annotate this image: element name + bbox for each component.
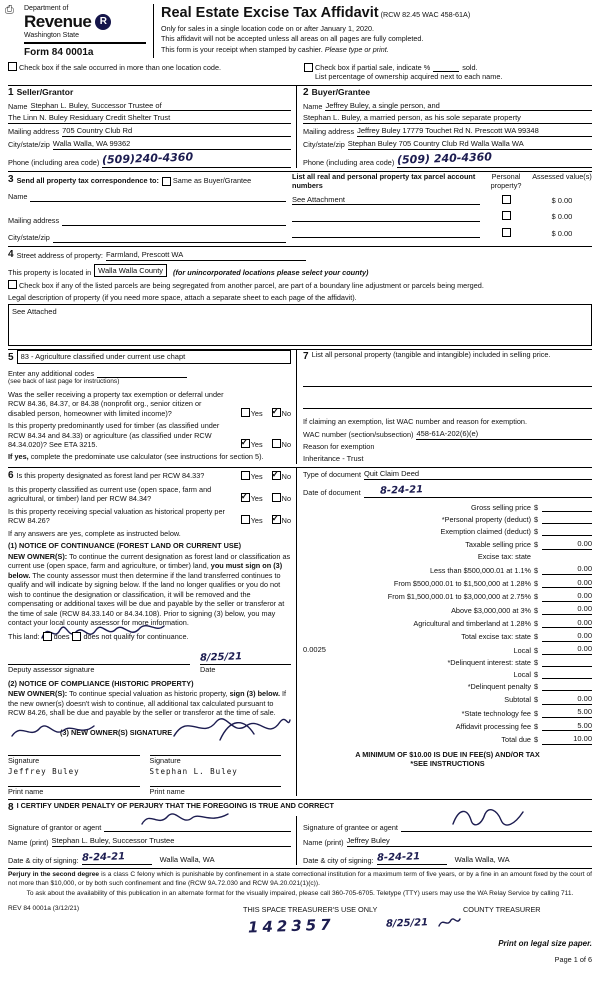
tax-amount-value: 0.00 [542, 591, 592, 602]
additional-codes-field[interactable] [97, 368, 187, 378]
s6-q2-yes-checkbox[interactable] [241, 493, 250, 502]
reason-label: Reason for exemption [303, 441, 375, 451]
section-2-number: 2 [303, 86, 309, 98]
buyer-mailing-label: Mailing address [303, 127, 355, 137]
s6-q1-answers [234, 471, 291, 481]
form-number: Form 84 0001a [24, 47, 94, 59]
tax-amount-field[interactable] [542, 511, 592, 512]
parcel-account-field[interactable] [292, 212, 480, 222]
located-in-label: This property is located in [8, 267, 92, 277]
parcel-assessed-value: 0.00 [557, 212, 573, 222]
logo-rule [24, 42, 146, 44]
tax-amount-value: 0.00 [542, 694, 592, 705]
buyer-phone-value: (509) 240-4360 [397, 150, 493, 168]
grantor-city-value: Walla Walla, WA [159, 855, 215, 865]
treasurer-footer [8, 905, 592, 969]
s5-q1-yes-checkbox[interactable] [241, 408, 250, 417]
grantee-date-label: Date & city of signing: [303, 855, 374, 865]
seller-name-field[interactable]: Stephan L. Buley, Successor Trustee of [30, 101, 291, 112]
tax-amount-value: 0.00 [542, 644, 592, 655]
section-1-title: Seller/Grantor [16, 86, 74, 97]
parcel-personal-checkbox[interactable] [502, 211, 511, 220]
no-label: No [281, 472, 291, 482]
tax-row-gross: Gross selling price $ [303, 503, 592, 512]
tax-row-taxable: Taxable selling price $ 0.00 [465, 538, 592, 550]
grantor-name-label: Name (print) [8, 837, 49, 847]
header-note-3 [161, 45, 592, 54]
section-6 [8, 468, 296, 796]
no-label: No [281, 408, 291, 418]
s6-q3-yes-checkbox[interactable] [241, 515, 250, 524]
notice-1-seg1: To continue the current designation as forest land or classification as current use (open space, farm and agriculture, or timber) land, [8, 551, 291, 571]
parcel-account-field[interactable] [292, 228, 480, 238]
tax-row-tier4: Above $3,000,000 at 3% $ 0.00 [451, 604, 592, 615]
partial-sale-label: Check box if partial sale, indicate % [315, 62, 431, 72]
page-title: Real Estate Excise Tax Affidavit [161, 5, 379, 21]
grantee-name-field[interactable]: Jeffrey Buley [347, 836, 592, 847]
parcel-personal-checkbox[interactable] [502, 228, 511, 237]
tax-amount-value: 0.00 [542, 604, 592, 615]
buyer-city-label: City/state/zip [303, 140, 345, 150]
new-owner-1-print-name[interactable]: Jeffrey Buley [8, 767, 80, 777]
top-checkbox-row [8, 62, 592, 81]
divider [8, 246, 592, 247]
s5-q1-answers [234, 408, 291, 418]
section-4-number: 4 [8, 248, 14, 260]
parcel-table-header [292, 172, 592, 191]
treasurer-stamp-number: 142357 [247, 915, 335, 937]
county-treasurer-label: COUNTY TREASURER [463, 904, 541, 914]
tax-amount-value: 0.00 [542, 578, 592, 589]
grantor-date-value: 8-24-21 [81, 851, 125, 864]
form-header [24, 4, 592, 59]
no-label: No [281, 494, 291, 504]
same-as-buyer-checkbox[interactable] [162, 177, 171, 186]
signature-label: Signature [149, 755, 181, 765]
divider [8, 868, 592, 869]
print-name-label: Print name [149, 786, 185, 796]
notice-2-seg2: sign (3) below. [229, 689, 280, 699]
s6-q3-answers [234, 515, 291, 525]
washington-state-label: Washington State [24, 32, 79, 40]
see-instructions-note: *SEE INSTRUCTIONS [410, 759, 485, 769]
section-8-number: 8 [8, 802, 14, 814]
dor-logo-icon [95, 14, 111, 30]
codes-note: (see back of last page for instructions) [8, 378, 120, 386]
section-1-number: 1 [8, 86, 14, 98]
use-code-select[interactable]: 83 - Agriculture classified under current use chapt [17, 350, 291, 364]
header-note-3-text: This form is your receipt when stamped by cashier. [161, 44, 323, 54]
corr-name-field[interactable] [30, 192, 286, 202]
partial-sale-checkbox[interactable] [304, 63, 313, 72]
grantee-date-value: 8-24-21 [376, 851, 420, 864]
s5-q2-no-checkbox[interactable] [272, 439, 281, 448]
tax-amount-value: 0.00 [542, 631, 592, 642]
legal-description-box[interactable] [8, 304, 592, 346]
parcel-col-assessed: Assessed value(s) [532, 171, 592, 181]
buyer-phone-field[interactable] [397, 152, 592, 167]
signature-label: Signature [8, 755, 40, 765]
yes-label: Yes [250, 494, 263, 504]
multi-location-label: Check box if the sale occurred in more than one location code. [19, 63, 222, 73]
street-address-field[interactable]: Farmland, Prescott WA [106, 250, 306, 261]
tax-amount-field[interactable] [542, 535, 592, 536]
grantor-date-label: Date & city of signing: [8, 855, 79, 865]
assessor-date-label: Date [200, 665, 216, 675]
partial-sale-percent-field[interactable] [433, 62, 459, 72]
seller-mailing-field[interactable]: 705 Country Club Rd [62, 126, 291, 137]
parcel-col-personal: Personal property? [490, 171, 522, 191]
buyer-name-field-2[interactable]: Stephan L. Buley, a married person, as his sole separate property [303, 113, 592, 124]
section-7 [296, 350, 592, 463]
reason-value[interactable]: Inheritance - Trust [303, 454, 364, 464]
assessor-date-line[interactable] [200, 651, 291, 665]
this-land-label: This land: [8, 631, 40, 641]
grantee-name-label: Name (print) [303, 837, 344, 847]
print-icon[interactable]: ⎙ [5, 4, 14, 16]
new-owner-2-signature-line[interactable] [150, 746, 282, 756]
print-name-label: Print name [8, 786, 44, 796]
tax-amount-value: 0.00 [542, 618, 592, 629]
tax-row-delinquent-state: *Delinquent interest: state $ [303, 658, 592, 667]
tax-row-processing-fee: Affidavit processing fee $ 5.00 [455, 720, 592, 731]
section-3-title: Send all property tax correspondence to: [16, 176, 159, 186]
parcel-col-accounts: List all real and personal property tax parcel account numbers [292, 171, 476, 191]
notice-3-title: (3) NEW OWNER(S) SIGNATURE [60, 727, 173, 737]
tax-row-agricultural: Agricultural and timberland at 1.28% $ 0.00 [413, 617, 592, 628]
section-5-number: 5 [8, 351, 14, 363]
tax-row-subtotal: Subtotal $ 0.00 [504, 693, 592, 705]
section-certify [8, 801, 592, 865]
new-owner-2-column [150, 746, 292, 797]
total-due-value: 10.00 [542, 734, 592, 745]
notice-2-seg3: If the new owner(s) doesn't wish to continue, all additional tax calculated pursuant to RCW 84.26, shall be due and payable by the seller or transferor at the time of sale. [8, 689, 287, 718]
land-does-not-checkbox[interactable] [72, 632, 81, 641]
seller-city-field[interactable]: Walla Walla, WA 99362 [53, 139, 291, 150]
s5-note-bold: If yes, [8, 451, 29, 461]
multi-location-check-group [8, 62, 296, 81]
header-note-2: This affidavit will not be accepted unless all areas on all pages are fully completed. [161, 34, 424, 44]
parcel-row [292, 195, 592, 206]
section-property [8, 248, 592, 347]
section-buyer [296, 86, 592, 168]
legal-size-note: Print on legal size paper. [498, 938, 592, 948]
legal-description-label: Legal description of property (if you need more space, attach a separate sheet to each page of the affidavit). [8, 292, 357, 302]
no-label: No [281, 516, 291, 526]
revenue-wordmark: Revenue [24, 12, 92, 32]
page-number: Page 1 of 6 [554, 954, 592, 964]
yes-label: Yes [250, 440, 263, 450]
s5-q1-no-checkbox[interactable] [272, 408, 281, 417]
tax-amount-value: 5.00 [542, 707, 592, 718]
grantee-signature-label: Signature of grantee or agent [303, 822, 398, 832]
same-as-buyer-label: Same as Buyer/Grantee [172, 176, 252, 186]
tax-row-total-state: Total excise tax: state $ 0.00 [461, 630, 592, 642]
tax-row-penalty: *Delinquent penalty $ [303, 682, 592, 691]
title-block [161, 4, 592, 59]
section-7-title: List all personal property (tangible and intangible) included in selling price. [311, 350, 551, 360]
section-2-title: Buyer/Grantee [311, 86, 371, 97]
s6-q2-answers [234, 493, 291, 503]
s6-q2-no-checkbox[interactable] [272, 493, 281, 502]
tax-row-tier3: From $1,500,000.01 to $3,000,000 at 2.75% $ 0.00 [387, 590, 592, 602]
s6-q1-yes-checkbox[interactable] [241, 471, 250, 480]
partial-sale-check-group [296, 62, 592, 81]
land-does-checkbox[interactable] [43, 632, 52, 641]
new-owner-signature-columns [8, 746, 291, 797]
new-owner-1-print-line [8, 777, 140, 787]
doc-type-label: Type of document [303, 470, 362, 480]
s5-q1-text: Was the seller receiving a property tax exemption or deferral under RCW 84.36, 84.37, or 84.38 (nonprofit org., senior citizen or disabled person, homeowner with limited income)? [8, 389, 224, 418]
header-note-1: Only for sales in a single location code on or after January 1, 2020. [161, 23, 374, 33]
yes-label: Yes [250, 472, 263, 482]
corr-city-label: City/state/zip [8, 233, 50, 243]
seller-mailing-label: Mailing address [8, 127, 60, 137]
certify-title: I CERTIFY UNDER PENALTY OF PERJURY THAT THE FOREGOING IS TRUE AND CORRECT [16, 801, 334, 811]
perjury-text: is a class C felony which is punishable by confinement in a state correctional institution for a maximum term of five years, or by a fine in an amount fixed by the court of not more than $10,000, or by both such confinement and fine (RCW 9A.72.030 and RCW 9A.20.021(1)(c)). [8, 871, 592, 887]
dept-of-label: Department of [24, 5, 69, 12]
s6-q3-text: Is this property receiving special valuation as historical property per RCW 84.26? [8, 506, 225, 526]
s5-q2-yes-checkbox[interactable] [241, 439, 250, 448]
corr-city-field[interactable] [53, 233, 286, 243]
currency-sign: $ [551, 195, 556, 205]
new-owners-bold: NEW OWNER(S): [8, 689, 68, 699]
tax-row-personal: *Personal property (deduct) $ [303, 515, 592, 524]
parcel-row [292, 228, 592, 238]
wac-number-field[interactable]: 458-61A-202(6)(e) [416, 429, 592, 440]
additional-codes-label: Enter any additional codes [8, 368, 94, 378]
buyer-name-field[interactable]: Jeffrey Buley, a single person, and [325, 101, 592, 112]
tax-amount-value: 0.00 [542, 539, 592, 550]
treasurer-space-label: THIS SPACE TREASURER'S USE ONLY [243, 904, 378, 914]
minimum-due-note: A MINIMUM OF $10.00 IS DUE IN FEE(S) AND/OR TAX [355, 749, 540, 759]
parcel-table [292, 172, 592, 243]
notice-2-seg1: To continue special valuation as historic property, [69, 689, 228, 699]
correspondence-parcels-row [8, 172, 592, 243]
s5-q2-answers [234, 439, 291, 449]
notice-1-seg2: you must sign on (3) below. [8, 561, 283, 580]
notice-2-body [8, 689, 291, 717]
section-6-number: 6 [8, 469, 14, 481]
exemption-note: If claiming an exemption, list WAC number and reason for exemption. [303, 417, 528, 427]
doc-type-field[interactable]: Quit Claim Deed [364, 469, 592, 480]
section5-7-row [8, 350, 592, 463]
section-7-number: 7 [303, 351, 309, 363]
grantor-date-field[interactable] [82, 851, 152, 865]
treasurer-initials-scribble [436, 915, 462, 931]
notice-1-seg3: The county assessor must then determine if the land transferred continues to qualify and will indicate by signing below. If the land no longer qualifies or you do not wish to continue the designation or classification, it will be removed and the compensating or additional taxes will be due and payable by the seller or transferor at the time of sale (RCW 84.33.140 or 84.34.108). Prior to signing (3) below, you may contact your local county assessor for more information. [8, 570, 285, 628]
s5-q2-text: Is this property predominantly used for timber (as classified under RCW 84.34 and 84.33) or agriculture (as classified under RCW 84.34.020)? See ETA 3215. [8, 421, 220, 450]
rev-number: REV 84 0001a (3/12/21) [8, 904, 80, 912]
seller-phone-field[interactable] [102, 152, 291, 167]
tax-panel [296, 468, 592, 796]
section-seller [8, 86, 296, 168]
personal-property-field-2[interactable] [303, 399, 592, 409]
legal-description-value: See Attached [12, 307, 57, 317]
header-note-3-em: Please type or print. [324, 44, 389, 54]
grantor-name-field[interactable]: Stephan L. Buley, Successor Trustee [52, 836, 291, 847]
tax-amount-field[interactable] [542, 690, 592, 691]
s6-q1-text: Is this property designated as forest land per RCW 84.33? [16, 470, 205, 480]
notice-2-title: (2) NOTICE OF COMPLIANCE (HISTORIC PROPERTY) [8, 678, 194, 688]
grantor-signature-label: Signature of grantor or agent [8, 822, 102, 832]
seller-buyer-row [8, 86, 592, 168]
s6-q3-no-checkbox[interactable] [272, 515, 281, 524]
seller-city-label: City/state/zip [8, 140, 50, 150]
seller-name-label: Name [8, 101, 28, 111]
seller-phone-value: (509)240-4360 [102, 150, 194, 167]
county-note: (for unincorporated locations please select your county) [173, 267, 369, 277]
does-not-label: does not qualify for continuance. [83, 631, 189, 641]
parcel-account-field[interactable]: See Attachment [292, 195, 480, 206]
tax-amount-field[interactable] [542, 666, 592, 667]
notice-1-title: (1) NOTICE OF CONTINUANCE (FOREST LAND OR CURRENT USE) [8, 541, 242, 551]
yes-label: Yes [250, 408, 263, 418]
does-label: does [53, 631, 70, 641]
s5-note-rest: complete the predominate use calculator (see instructions for section 5). [30, 451, 264, 461]
s6-any-note: If any answers are yes, complete as instructed below. [8, 528, 181, 538]
yes-label: Yes [250, 516, 263, 526]
no-label: No [281, 440, 291, 450]
tax-amount-field[interactable] [542, 678, 592, 679]
tax-amount-value: 5.00 [542, 721, 592, 732]
section-correspondence [8, 172, 292, 243]
doc-date-value: 8-24-21 [379, 483, 423, 497]
tax-amount-value: 0.00 [542, 564, 592, 575]
new-owner-signature-area [8, 718, 291, 744]
tax-row-delinquent-local: Local $ [303, 670, 592, 679]
header-divider [153, 4, 154, 58]
s5-note [8, 452, 291, 461]
county-select[interactable]: Walla Walla County [94, 264, 167, 278]
section6-tax-row [8, 468, 592, 796]
corr-mailing-field[interactable] [62, 216, 286, 226]
grantor-signature-line[interactable] [104, 822, 291, 832]
wac-number-label: WAC number (section/subsection) [303, 430, 414, 440]
s6-q2-text: Is this property classified as current use (open space, farm and agricultural, or timber) land per RCW 84.34? [8, 484, 212, 504]
tax-amount-field[interactable] [542, 523, 592, 524]
segregated-label: Check box if any of the listed parcels are being segregated from another parcel, are part of a boundary line adjustment or parcels being merged. [19, 281, 484, 291]
doc-date-label: Date of document [303, 488, 361, 498]
divider [8, 799, 592, 800]
tax-row-tier2: From $500,000.01 to $1,500,000 at 1.28% $ 0.00 [393, 577, 592, 588]
seller-name-field-2[interactable]: The Linn N. Buley Residuary Credit Shelter Trust [8, 113, 291, 124]
grantee-date-field[interactable] [377, 851, 447, 865]
tax-row-total-due: Total due $ 10.00 [501, 733, 592, 745]
doc-date-field[interactable] [364, 484, 592, 498]
tax-row-excise-header: Excise tax: state [477, 552, 531, 562]
new-owner-2-print-line [150, 777, 282, 787]
tax-row-tier1: Less than $500,000.01 at 1.1% $ 0.00 [429, 564, 592, 575]
street-address-label: Street address of property: [16, 251, 103, 261]
corr-mailing-label: Mailing address [8, 216, 60, 226]
tax-row-exemption: Exemption claimed (deduct) $ [303, 527, 592, 536]
notice-1-body [8, 552, 291, 628]
parcel-row [292, 211, 592, 221]
grantor-certify-column [8, 816, 296, 865]
section-3-number: 3 [8, 173, 14, 185]
partial-sale-label-sold: sold. [462, 62, 478, 72]
s6-q1-no-checkbox[interactable] [272, 471, 281, 480]
multi-location-checkbox[interactable] [8, 62, 17, 71]
personal-property-field[interactable] [303, 377, 592, 387]
continuance-area [8, 632, 291, 675]
grantee-signature-line[interactable] [401, 822, 592, 832]
parcel-assessed-value: 0.00 [557, 195, 573, 205]
dor-logo-letter: R [99, 16, 107, 28]
parcel-personal-checkbox[interactable] [502, 195, 511, 204]
buyer-name-label: Name [303, 101, 323, 111]
parcel-assessed-value: 0.00 [557, 228, 573, 238]
corr-name-label: Name [8, 192, 28, 202]
title-rcw: (RCW 82.45 WAC 458-61A) [380, 10, 471, 19]
deputy-signature-label: Deputy assessor signature [8, 665, 95, 675]
dor-logo-block [24, 4, 146, 59]
new-owner-2-print-name[interactable]: Stephan L. Buley [149, 767, 238, 777]
new-owners-bold: NEW OWNER(S): [8, 551, 68, 561]
deputy-signature-line[interactable] [8, 655, 190, 665]
grantee-city-value: Walla Walla, WA [454, 855, 510, 865]
grantee-certify-column [296, 816, 592, 865]
seller-phone-label: Phone (including area code) [8, 158, 100, 168]
tax-row-local: 0.0025 Local $ 0.00 [303, 644, 592, 655]
perjury-paragraph [8, 871, 592, 888]
buyer-phone-label: Phone (including area code) [303, 158, 395, 168]
partial-sale-sublabel: List percentage of ownership acquired next to each name. [315, 72, 503, 82]
assessor-date-value: 8/25/21 [199, 651, 243, 664]
buyer-city-field[interactable]: Stephan Buley 705 Country Club Rd Walla Walla WA [348, 139, 592, 150]
alternate-format-note: To ask about the availability of this publication in an alternate format for the visually impaired, please call 360-705-6705. Teletype (TTY) users may use the WA Relay Service by calling 711. [26, 890, 574, 898]
currency-sign: $ [551, 212, 556, 222]
new-owner-1-column [8, 746, 150, 797]
tax-row-tech-fee: *State technology fee $ 5.00 [461, 707, 592, 718]
perjury-bold: Perjury in the second degree [8, 871, 100, 879]
local-rate-value: 0.0025 [303, 645, 326, 655]
treasurer-stamp-date: 8/25/21 [385, 916, 429, 930]
currency-sign: $ [551, 228, 556, 238]
section-5 [8, 350, 296, 463]
new-owner-1-signature-line[interactable] [8, 746, 140, 756]
segregated-checkbox[interactable] [8, 280, 17, 289]
buyer-mailing-field[interactable]: Jeffrey Buley 17779 Touchet Rd N. Prescott WA 99348 [357, 126, 592, 137]
